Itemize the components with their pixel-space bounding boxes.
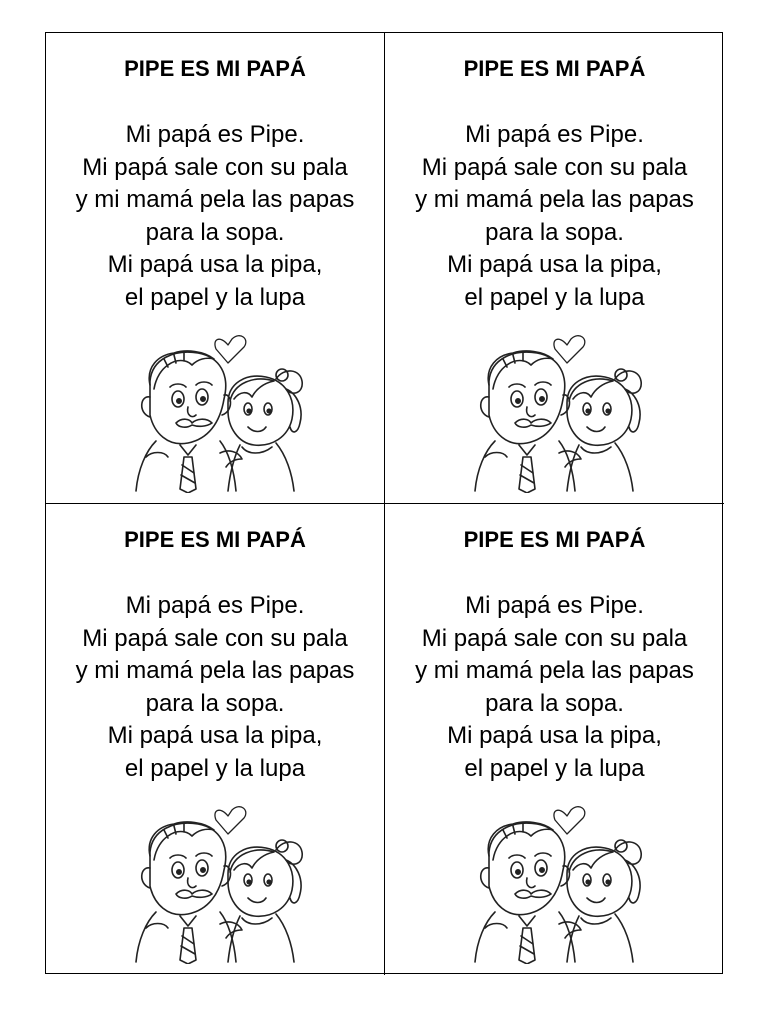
poem-line: y mi mamá pela las papas — [415, 186, 694, 213]
poem-line: Mi papá usa la pipa, — [107, 722, 323, 749]
heart-icon — [554, 336, 585, 363]
poem-line: Mi papá sale con su pala — [421, 153, 688, 181]
poem-line: el papel y la lupa — [124, 283, 306, 311]
poem-text — [385, 590, 724, 785]
poem-line: y mi mamá pela las papas — [75, 186, 355, 213]
poem-text — [46, 590, 384, 785]
card-title: PIPE ES MI PAPÁ — [463, 56, 646, 81]
poem-line: Mi papá usa la pipa, — [107, 251, 323, 278]
poem-line: y mi mamá pela las papas — [415, 657, 694, 684]
father-head — [150, 823, 226, 915]
card-title: PIPE ES MI PAPÁ — [124, 527, 306, 552]
father-daughter-illustration — [116, 794, 316, 964]
printable-sheet — [45, 32, 723, 974]
father-head — [489, 352, 565, 444]
poem-line: el papel y la lupa — [464, 283, 645, 311]
poem-line: Mi papá es Pipe. — [125, 592, 305, 619]
poem-line: el papel y la lupa — [124, 754, 306, 782]
father-head — [150, 352, 226, 444]
father-daughter-illustration — [116, 323, 316, 493]
card-title: PIPE ES MI PAPÁ — [463, 527, 646, 552]
poem-line: Mi papá sale con su pala — [82, 153, 348, 181]
father-daughter-illustration — [455, 794, 655, 964]
poem-line: Mi papá sale con su pala — [82, 624, 348, 652]
poem-card-3 — [46, 504, 385, 975]
poem-text — [46, 119, 384, 314]
poem-line: para la sopa. — [485, 218, 624, 246]
father-daughter-illustration — [455, 323, 655, 493]
poem-line: Mi papá es Pipe. — [465, 592, 644, 619]
heart-icon — [215, 336, 246, 363]
poem-line: Mi papá sale con su pala — [421, 624, 688, 652]
heart-icon — [554, 807, 585, 834]
poem-text — [385, 119, 724, 314]
poem-line: Mi papá usa la pipa, — [447, 251, 662, 278]
heart-icon — [215, 807, 246, 834]
poem-line: Mi papá usa la pipa, — [447, 722, 662, 749]
poem-line: y mi mamá pela las papas — [75, 657, 355, 684]
poem-line: para la sopa. — [145, 689, 285, 717]
poem-line: para la sopa. — [145, 218, 285, 246]
poem-line: Mi papá es Pipe. — [125, 121, 305, 148]
father-head — [489, 823, 565, 915]
poem-line: el papel y la lupa — [464, 754, 645, 782]
poem-line: Mi papá es Pipe. — [465, 121, 644, 148]
poem-card-2 — [385, 33, 724, 504]
card-title: PIPE ES MI PAPÁ — [124, 56, 306, 81]
poem-card-1 — [46, 33, 385, 504]
poem-line: para la sopa. — [485, 689, 624, 717]
poem-card-4 — [385, 504, 724, 975]
